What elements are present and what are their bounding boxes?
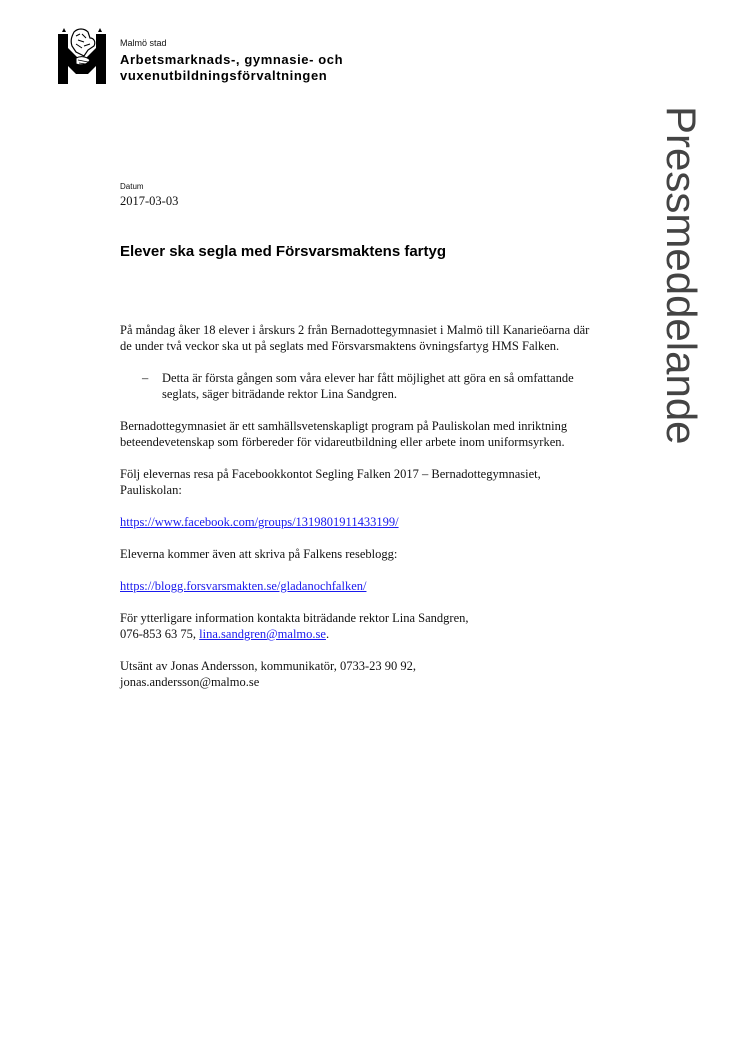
press-release-headline: Elever ska segla med Försvarsmaktens fartyg	[120, 243, 447, 260]
blog-link-row	[120, 578, 590, 594]
department-name-line-2: vuxenutbildningsförvaltningen	[120, 68, 328, 83]
press-release-body	[120, 322, 590, 706]
city-name: Malmö stad	[120, 38, 167, 48]
sent-by-line-1: Utsänt av Jonas Andersson, kommunikatör, 0733-23 90 92,	[120, 659, 417, 673]
sent-by-paragraph	[120, 658, 590, 690]
quote-block	[142, 370, 590, 402]
date-value: 2017-03-03	[120, 194, 179, 208]
program-paragraph: Bernadottegymnasiet är ett samhällsvetenskapligt program på Pauliskolan med inriktning beteendevetenskap som förbereder för vidareutbildning eller arbete inom uniformsyrken.	[120, 419, 568, 449]
contact-period: .	[325, 627, 330, 641]
contact-email-link[interactable]: lina.sandgren@malmo.se	[199, 627, 326, 641]
facebook-paragraph: Följ elevernas resa på Facebookkontot Segling Falken 2017 – Bernadottegymnasiet, Pauliskolan:	[120, 467, 541, 497]
malmo-coat-of-arms-logo	[54, 26, 110, 86]
department-name-line-1: Arbetsmarknads-, gymnasie- och	[120, 52, 344, 67]
date-label: Datum	[120, 182, 144, 191]
facebook-link-row	[120, 514, 590, 530]
blog-paragraph: Eleverna kommer även att skriva på Falkens reseblogg:	[120, 547, 398, 561]
side-title-part2: meddelande	[658, 213, 705, 445]
blog-link[interactable]: https://blogg.forsvarsmakten.se/gladanochfalken/	[120, 579, 367, 593]
contact-paragraph	[120, 610, 590, 642]
side-title-part1: Press	[658, 106, 705, 214]
contact-phone: 076-853 63 75,	[120, 627, 197, 641]
quote-dash: –	[142, 371, 149, 385]
quote-text: Detta är första gången som våra elever har fått möjlighet att göra en så omfattande seglats, säger biträdande rektor Lina Sandgren.	[162, 371, 574, 401]
sent-by-line-2: jonas.andersson@malmo.se	[120, 675, 260, 689]
facebook-link[interactable]: https://www.facebook.com/groups/1319801911433199/	[120, 515, 399, 529]
department-name	[120, 52, 343, 84]
intro-paragraph: På måndag åker 18 elever i årskurs 2 från Bernadottegymnasiet i Malmö till Kanarieöarna där de under två veckor ska ut på seglats med Försvarsmaktens övningsfartyg HMS Falken.	[120, 323, 590, 353]
contact-line-1: För ytterligare information kontakta biträdande rektor Lina Sandgren,	[120, 611, 469, 625]
pressmeddelande-vertical-title	[658, 106, 705, 445]
